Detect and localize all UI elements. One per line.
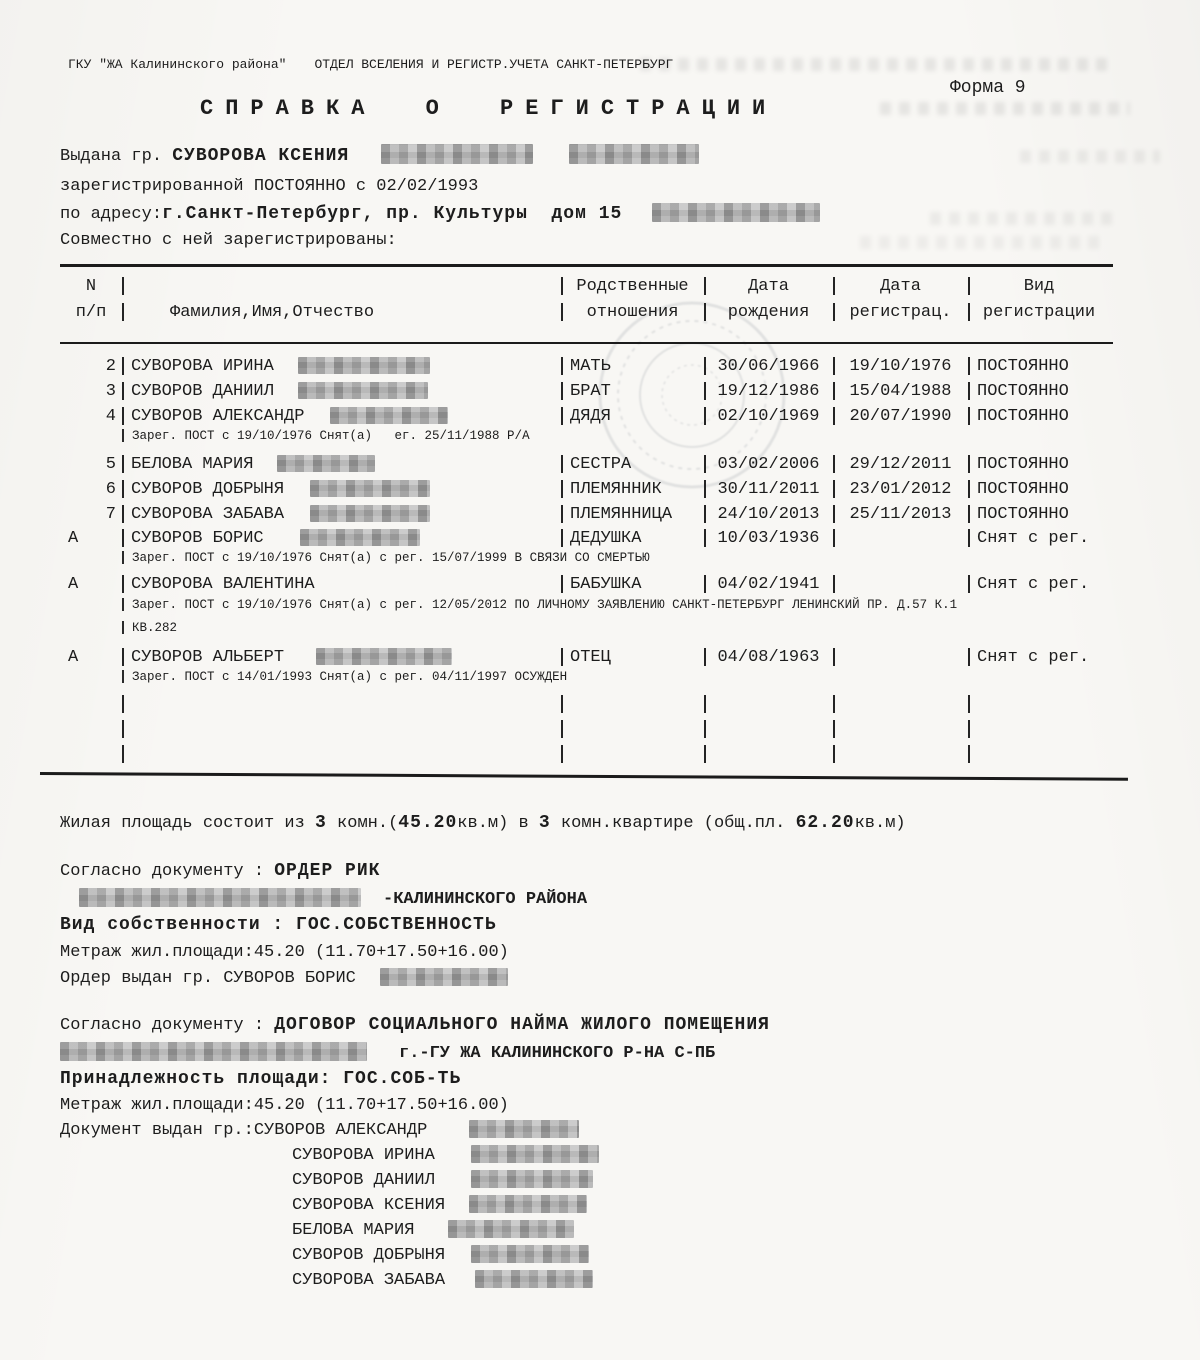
section2-doc-line: Согласно документу : ДОГОВОР СОЦИАЛЬНОГО НАЙМА ЖИЛОГО ПОМЕЩЕНИЯ — [60, 1015, 770, 1035]
row-note: Зарег. ПОСТ с 19/10/1976 Снят(а) с рег. 15/07/1999 В СВЯЗИ СО СМЕРТЬЮ — [122, 550, 650, 566]
table-bottom-rule — [40, 772, 1128, 781]
redaction-block — [469, 1195, 587, 1213]
header-reg: Дата — [833, 274, 968, 299]
address-value: г.Санкт-Петербург, пр. Культуры дом 15 — [162, 204, 623, 224]
org-name: ГКУ "ЖА Калининского района" — [68, 57, 287, 72]
header-line — [68, 54, 673, 76]
section1-doc-line: Согласно документу : ОРДЕР РИК — [60, 861, 381, 881]
table-row: 5 БЕЛОВА МАРИЯ СЕСТРА 03/02/2006 29/12/2011 ПОСТОЯННО — [60, 452, 1110, 477]
metrage-line: Метраж жил.площади:45.20 (11.70+17.50+16.00) — [60, 1096, 509, 1115]
apartment-rooms: 3 — [538, 813, 551, 833]
redaction-block — [471, 1145, 599, 1163]
order-issued-line: Ордер выдан гр. СУВОРОВ БОРИС — [60, 968, 508, 990]
living-area: 45.20 — [398, 813, 458, 833]
row-note: Зарег. ПОСТ с 19/10/1976 Снят(а) с рег. 12/05/2012 ПО ЛИЧНОМУ ЗАЯВЛЕНИЮ САНКТ-ПЕТЕРБУРГ ЛЕНИНСКИЙ ПР. Д.57 К.1 — [122, 597, 957, 613]
document-title: СПРАВКА О РЕГИСТРАЦИИ — [200, 96, 778, 121]
table-top-rule — [60, 264, 1113, 267]
document-type: ДОГОВОР СОЦИАЛЬНОГО НАЙМА ЖИЛОГО ПОМЕЩЕНИЯ — [274, 1015, 770, 1035]
address-line: по адресу:г.Санкт-Петербург, пр. Культуры дом 15 — [60, 203, 820, 226]
header-num: N — [85, 277, 97, 296]
table-header-row: п/п Фамилия,Имя,Отчество отношения рождения регистрац. регистрации — [60, 300, 1110, 325]
metrage-line: Метраж жил.площади:45.20 (11.70+17.50+16.00) — [60, 943, 509, 962]
rooms-count: 3 — [315, 813, 327, 833]
table-row: 2 СУВОРОВА ИРИНА МАТЬ 30/06/1966 19/10/1976 ПОСТОЯННО — [60, 354, 1110, 379]
redaction-block — [277, 455, 375, 472]
registered-line: зарегистрированной ПОСТОЯННО с 02/02/1993 — [60, 177, 479, 196]
redaction-block — [60, 1042, 367, 1061]
row-note: КВ.282 — [122, 620, 177, 636]
section1-doc-details — [60, 888, 587, 911]
redaction-block — [330, 407, 448, 424]
table-empty-row — [60, 742, 1110, 767]
header-type: Вид — [968, 274, 1110, 299]
cohabitants-line: Совместно с ней зарегистрированы: — [60, 231, 397, 250]
redaction-block — [380, 968, 508, 986]
scan-artifact — [640, 58, 1110, 71]
scan-artifact — [1020, 150, 1160, 163]
list-item: СУВОРОВ ДАНИИЛ — [292, 1170, 599, 1195]
table-row: А СУВОРОВ БОРИС ДЕДУШКА 10/03/1936 Снят с рег. — [60, 526, 1110, 551]
table-row: 4 СУВОРОВ АЛЕКСАНДР ДЯДЯ 02/10/1969 20/07/1990 ПОСТОЯННО — [60, 404, 1110, 429]
redaction-block — [381, 144, 533, 164]
document-issued-line: Документ выдан гр.:СУВОРОВ АЛЕКСАНДР — [60, 1120, 579, 1142]
ownership-type-line: Вид собственности : ГОС.СОБСТВЕННОСТЬ — [60, 915, 497, 935]
scan-artifact — [860, 236, 1100, 249]
table-row: 7 СУВОРОВА ЗАБАВА ПЛЕМЯННИЦА 24/10/2013 25/11/2013 ПОСТОЯННО — [60, 502, 1110, 527]
form-number: Форма 9 — [950, 78, 1026, 98]
table-row: 6 СУВОРОВ ДОБРЫНЯ ПЛЕМЯННИК 30/11/2011 23/01/2012 ПОСТОЯННО — [60, 477, 1110, 502]
header-fio: Фамилия,Имя,Отчество — [122, 300, 561, 325]
district-suffix: -КАЛИНИНСКОГО РАЙОНА — [383, 890, 588, 909]
dept-name: ОТДЕЛ ВСЕЛЕНИЯ И РЕГИСТР.УЧЕТА САНКТ-ПЕТЕРБУРГ — [314, 57, 674, 72]
issued-to-line: Выдана гр. СУВОРОВА КСЕНИЯ — [60, 144, 699, 168]
table-row: А СУВОРОВ АЛЬБЕРТ ОТЕЦ 04/08/1963 Снят с рег. — [60, 645, 1110, 670]
list-item: СУВОРОВА КСЕНИЯ — [292, 1195, 599, 1220]
row-note: Зарег. ПОСТ с 19/10/1976 Снят(а) ег. 25/11/1988 Р/А — [122, 428, 530, 444]
row-note: Зарег. ПОСТ с 14/01/1993 Снят(а) с рег. 04/11/1997 ОСУЖДЕН — [122, 669, 567, 685]
scan-artifact — [880, 102, 1130, 115]
area-summary-line: Жилая площадь состоит из 3 комн.(45.20кв.м) в 3 комн.квартире (общ.пл. 62.20кв.м) — [60, 813, 906, 833]
order-holder-name: СУВОРОВ БОРИС — [223, 969, 356, 988]
list-item: СУВОРОВ ДОБРЫНЯ — [292, 1245, 599, 1270]
redaction-block — [316, 648, 452, 665]
redaction-block — [471, 1170, 593, 1188]
document-type: ОРДЕР РИК — [274, 861, 381, 881]
table-empty-row — [60, 717, 1110, 742]
redaction-block — [471, 1245, 589, 1263]
table-header-rule — [60, 342, 1113, 344]
redaction-block — [79, 888, 361, 907]
redaction-block — [300, 529, 420, 546]
redaction-block — [475, 1270, 593, 1288]
holder-name: СУВОРОВА КСЕНИЯ — [172, 146, 350, 166]
co-tenants-list — [292, 1145, 599, 1295]
issuer-suffix: г.-ГУ ЖА КАЛИНИНСКОГО Р-НА С-ПБ — [399, 1044, 716, 1063]
header-relation: Родственные — [561, 274, 704, 299]
table-row: А СУВОРОВА ВАЛЕНТИНА БАБУШКА 04/02/1941 Снят с рег. — [60, 572, 1110, 597]
list-item: БЕЛОВА МАРИЯ — [292, 1220, 599, 1245]
redaction-block — [298, 357, 430, 374]
redaction-block — [448, 1220, 574, 1238]
header-birth: Дата — [704, 274, 833, 299]
document-holder-name: СУВОРОВ АЛЕКСАНДР — [253, 1121, 428, 1140]
redaction-block — [569, 144, 699, 164]
table-empty-row — [60, 692, 1110, 717]
redaction-block — [310, 480, 430, 497]
redaction-block — [469, 1120, 579, 1138]
table-row: 3 СУВОРОВ ДАНИИЛ БРАТ 19/12/1986 15/04/1988 ПОСТОЯННО — [60, 379, 1110, 404]
table-header-row — [60, 274, 1110, 299]
list-item: СУВОРОВА ИРИНА — [292, 1145, 599, 1170]
ownership-type-line: Принадлежность площади: ГОС.СОБ-ТЬ — [60, 1069, 462, 1089]
redaction-block — [310, 505, 430, 522]
total-area: 62.20 — [795, 813, 855, 833]
section2-doc-details — [60, 1042, 715, 1065]
list-item: СУВОРОВА ЗАБАВА — [292, 1270, 599, 1295]
redaction-block — [652, 203, 820, 222]
redaction-block — [298, 382, 428, 399]
scan-artifact — [930, 212, 1120, 225]
